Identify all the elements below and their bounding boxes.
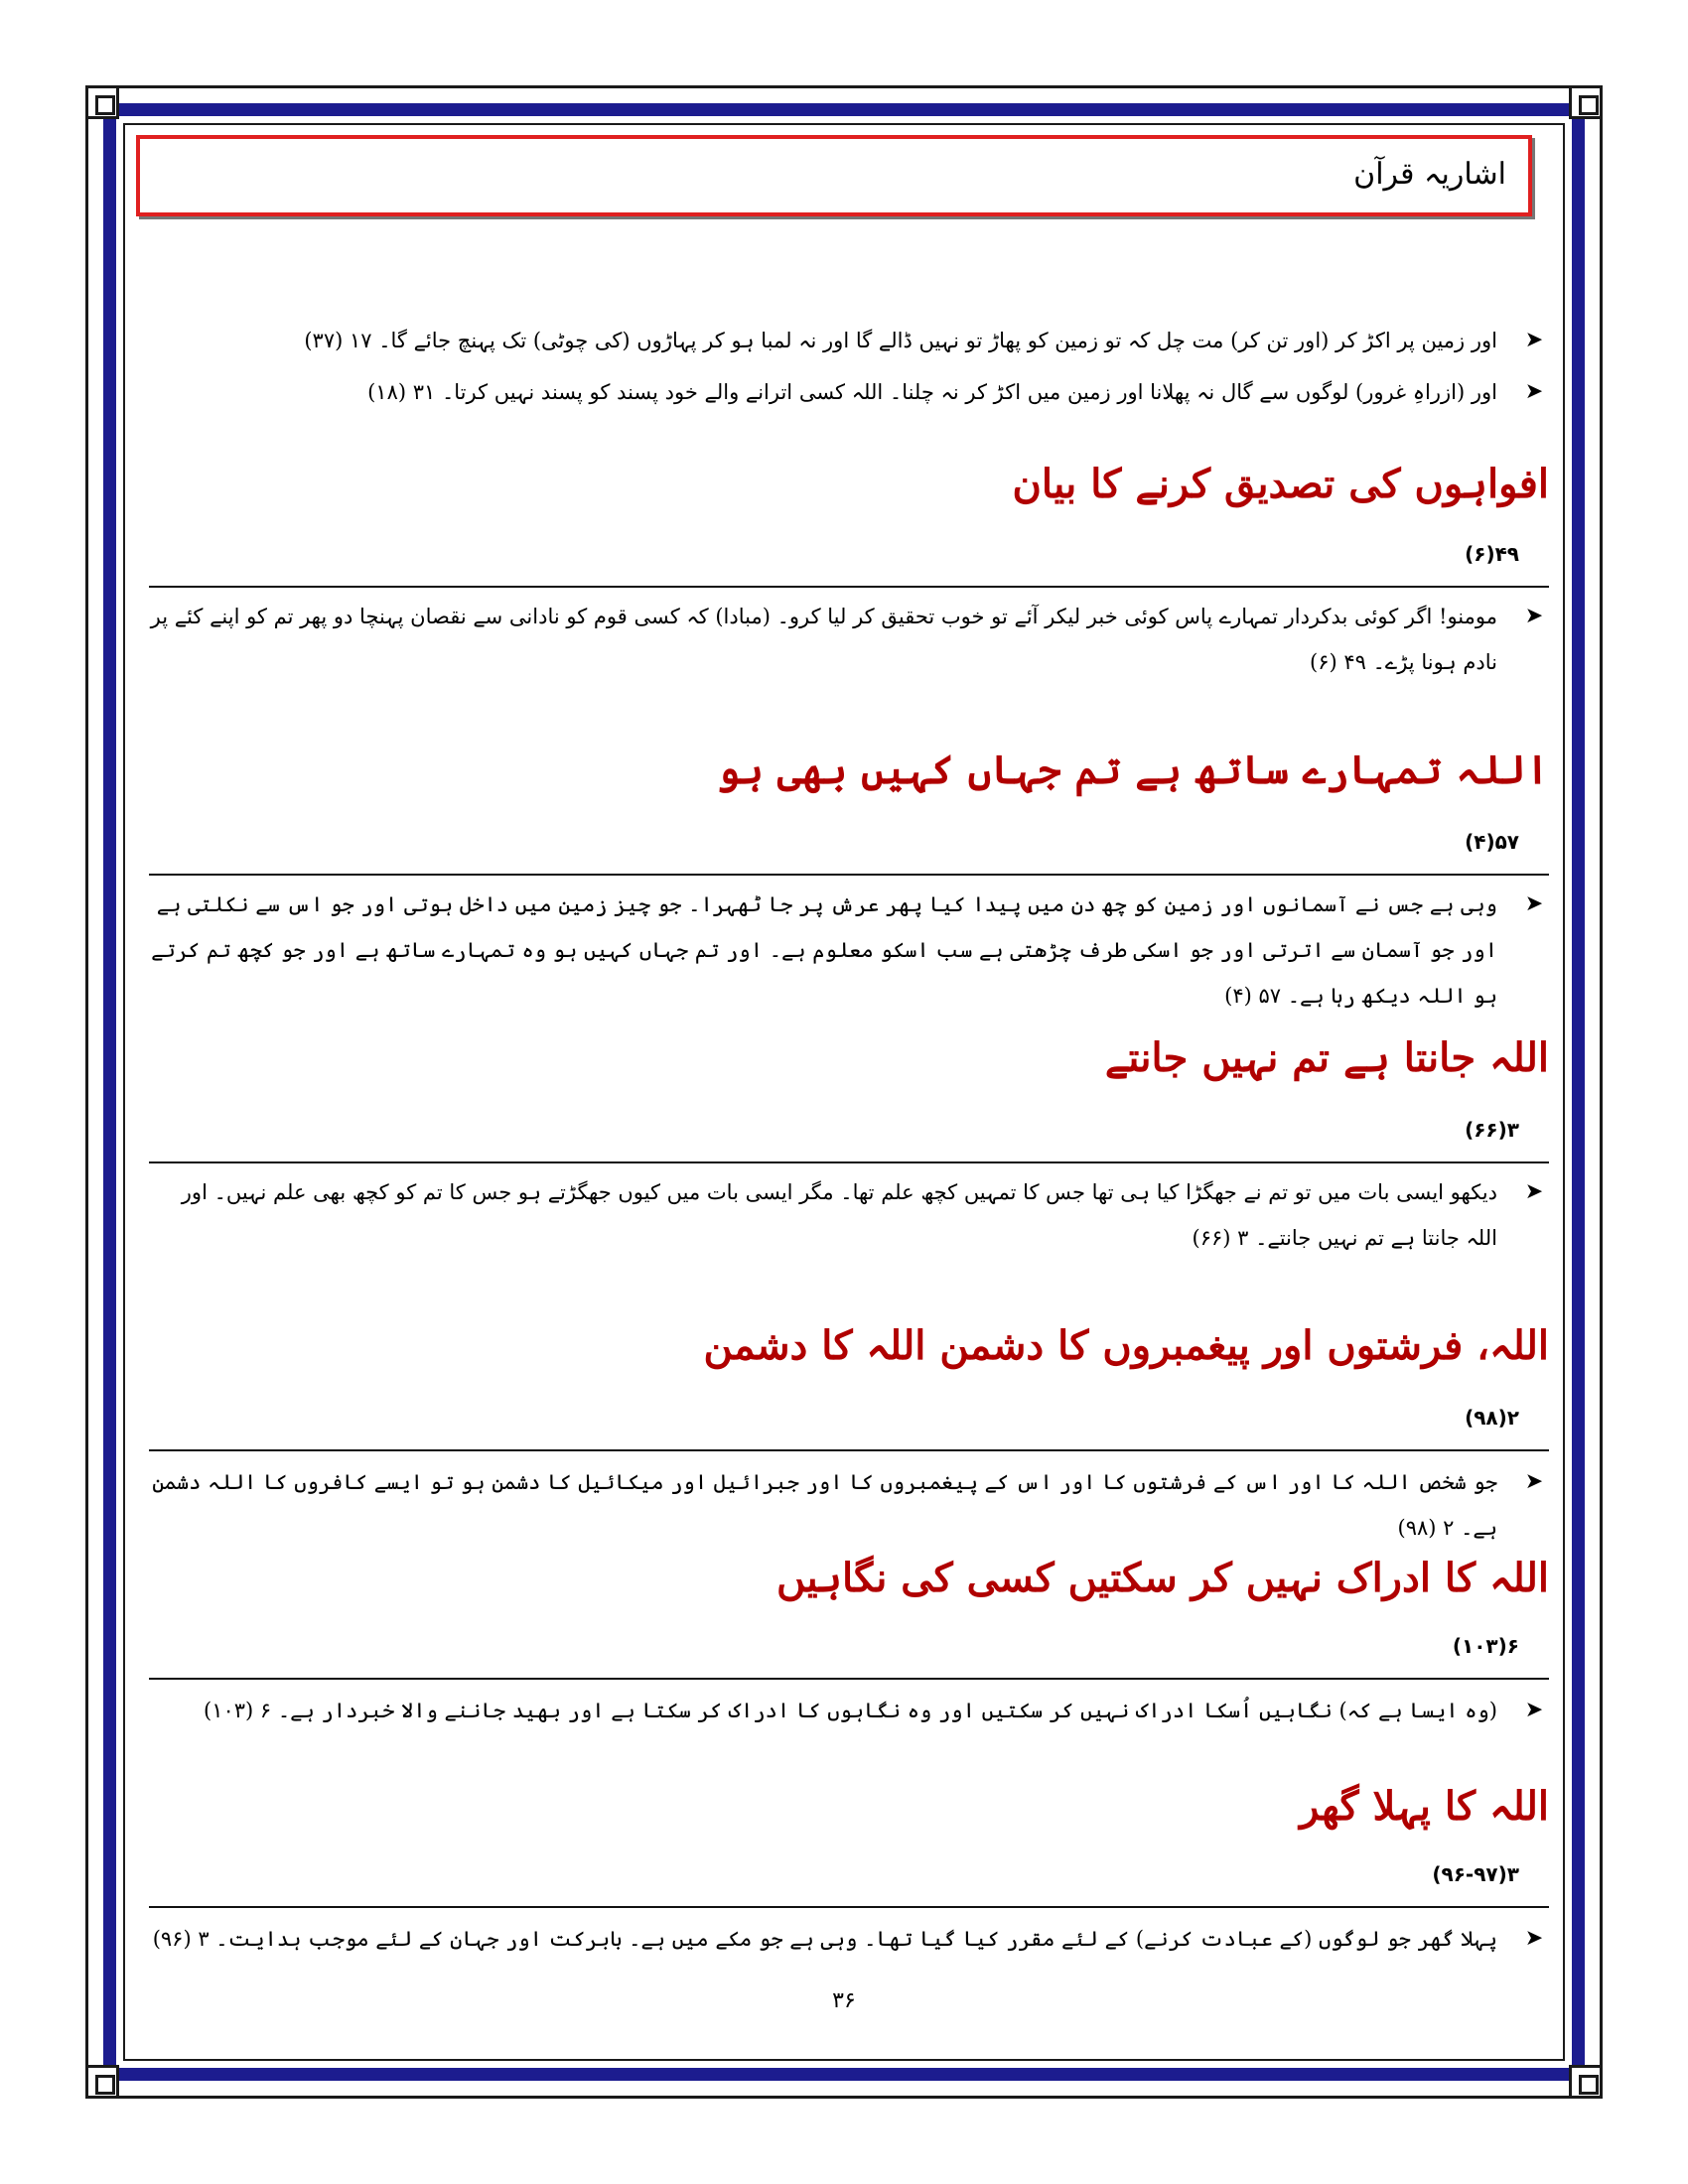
- entry-text: دیکھو ایسی بات میں تو تم نے جھگڑا کیا ہی تھا جس کا تمہیں کچھ علم تھا۔ مگر ایسی بات میں کیوں جھگڑتے ہو جس کا تم کو کچھ بھی علم نہیں۔ اور اللہ جانتا ہے تم نہیں جانتے۔ ۳ (۶۶): [181, 1180, 1497, 1250]
- frame-corner-ornament: [1569, 85, 1603, 119]
- section-heading: افواہوں کی تصدیق کرنے کا بیان: [1012, 461, 1549, 507]
- entry-text: جو شخص اللہ کا اور اس کے فرشتوں کا اور اس کے پیغمبروں کا اور جبرائیل اور میکائیل کا دشمن ہو تو ایسے کافروں کا اللہ دشمن ہے۔ ۲ (۹۸): [152, 1470, 1497, 1540]
- section-heading: اللہ جانتا ہے تم نہیں جانتے: [1104, 1034, 1549, 1081]
- section-heading: اللہ تمہارے ساتھ ہے تم جہاں کہیں بھی ہو: [717, 747, 1549, 793]
- section-reference: ۳(۶۶): [1465, 1118, 1519, 1142]
- arrow-bullet-icon: ➤: [1524, 1179, 1544, 1204]
- entry-text: اور زمین پر اکڑ کر (اور تن کر) مت چل کہ تو زمین کو پھاڑ تو نہیں ڈالے گا اور نہ لمبا ہو کر پہاڑوں (کی چوٹی) تک پہنچ جائے گا۔ ۱۷ (۳۷): [304, 329, 1497, 352]
- entry-text: مومنو! اگر کوئی بدکردار تمہارے پاس کوئی خبر لیکر آئے تو خوب تحقیق کر لیا کرو۔ (مبادا) کہ کسی قوم کو نادانی سے نقصان پہنچا دو پھر تم کو اپنے کئے پر نادم ہونا پڑے۔ ۴۹ (۶): [150, 605, 1497, 674]
- page-header-title: اشاریہ قرآن: [1353, 157, 1506, 192]
- arrow-bullet-icon: ➤: [1524, 1698, 1544, 1722]
- section-reference: ۳(۹۶-۹۷): [1432, 1862, 1519, 1886]
- section-reference: ۴۹(۶): [1465, 542, 1519, 566]
- list-item: [149, 882, 1549, 1019]
- arrow-bullet-icon: ➤: [1524, 891, 1544, 916]
- frame-corner-ornament: [85, 85, 119, 119]
- entry-text: اور (ازراہِ غرور) لوگوں سے گال نہ پھلانا اور زمین میں اکڑ کر نہ چلنا۔ اللہ کسی اترانے والے خود پسند کو پسند نہیں کرتا۔ ۳۱ (۱۸): [367, 380, 1497, 404]
- list-item: [149, 369, 1549, 415]
- section-reference: ۵۷(۴): [1465, 830, 1519, 854]
- arrow-bullet-icon: ➤: [1524, 1926, 1544, 1951]
- section-divider: [149, 1678, 1549, 1680]
- section-divider: [149, 1161, 1549, 1163]
- section-divider: [149, 1449, 1549, 1451]
- list-item: [149, 318, 1549, 363]
- arrow-bullet-icon: ➤: [1524, 379, 1544, 404]
- list-item: [149, 1688, 1549, 1733]
- list-item: [149, 1169, 1549, 1261]
- section-reference: ۶(۱۰۳): [1452, 1634, 1519, 1658]
- arrow-bullet-icon: ➤: [1524, 604, 1544, 628]
- frame-corner-ornament: [1569, 2065, 1603, 2099]
- section-reference: ۲(۹۸): [1465, 1406, 1519, 1430]
- header-box: [136, 135, 1532, 216]
- list-item: [149, 1459, 1549, 1551]
- section-heading: اللہ کا ادراک نہیں کر سکتیں کسی کی نگاہیں: [776, 1555, 1549, 1601]
- list-item: [149, 1916, 1549, 1962]
- entry-text: (وہ ایسا ہے کہ) نگاہیں اُسکا ادراک نہیں کر سکتیں اور وہ نگاہوں کا ادراک کر سکتا ہے اور بھید جاننے والا خبردار ہے۔ ۶ (۱۰۳): [204, 1699, 1497, 1722]
- list-item: [149, 594, 1549, 685]
- frame-corner-ornament: [85, 2065, 119, 2099]
- page-number: ۳۶: [832, 1988, 856, 2013]
- arrow-bullet-icon: ➤: [1524, 1469, 1544, 1494]
- entry-text: وہی ہے جس نے آسمانوں اور زمین کو چھ دن میں پیدا کیا پھر عرش پر جا ٹھہرا۔ جو چیز زمین میں داخل ہوتی اور جو اس سے نکلتی ہے اور جو آسمان سے اترتی اور جو اسکی طرف چڑھتی ہے سب اسکو معلوم ہے۔ اور تم جہاں کہیں ہو وہ تمہارے ساتھ ہے اور جو کچھ تم کرتے ہو اللہ دیکھ رہا ہے۔ ۵۷ (۴): [151, 892, 1497, 1008]
- section-divider: [149, 1906, 1549, 1908]
- section-divider: [149, 874, 1549, 876]
- entry-text: پہلا گھر جو لوگوں (کے عبادت کرنے) کے لئے مقرر کیا گیا تھا۔ وہی ہے جو مکے میں ہے۔ بابرکت اور جہان کے لئے موجب ہدایت۔ ۳ (۹۶): [152, 1927, 1497, 1951]
- section-divider: [149, 586, 1549, 588]
- section-heading: اللہ، فرشتوں اور پیغمبروں کا دشمن اللہ کا دشمن: [703, 1322, 1549, 1369]
- section-heading: اللہ کا پہلا گھر: [1300, 1783, 1549, 1830]
- arrow-bullet-icon: ➤: [1524, 328, 1544, 352]
